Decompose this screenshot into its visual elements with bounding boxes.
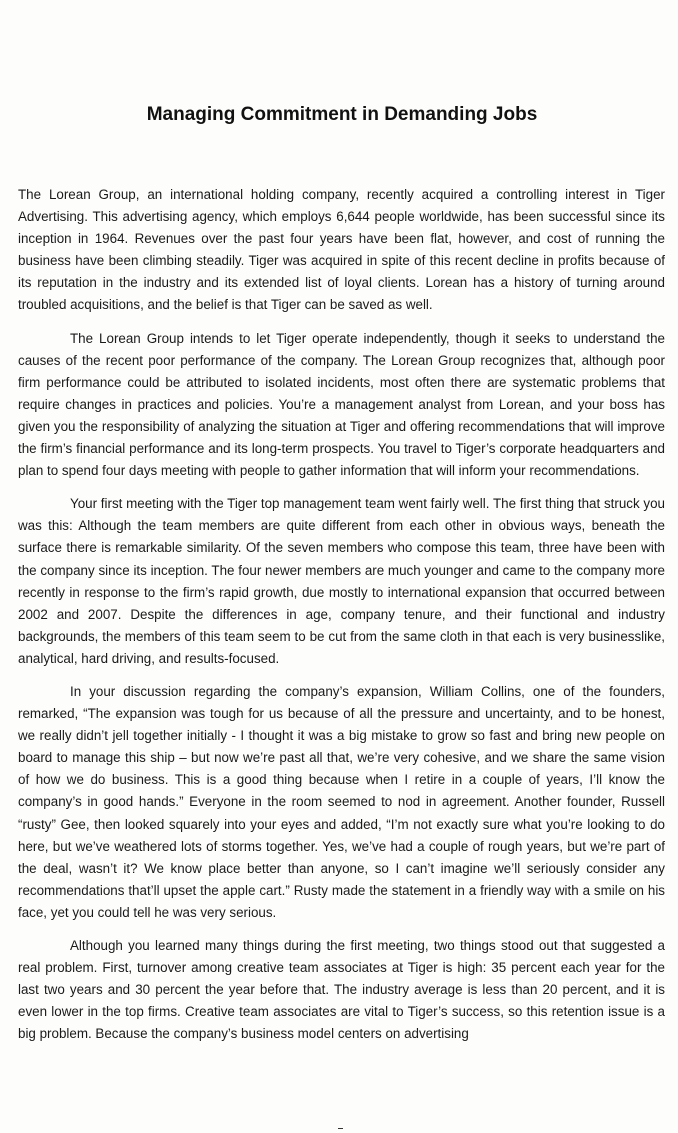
paragraph-4: In your discussion regarding the company’s expansion, William Collins, one of the founders, remarked, “The expansion was tough for us because of all the pressure and uncertainty, and to be honest, we really didn’t jell together initially - I thought it was a big mistake to grow so fast and bring new people on board to manage this ship – but now we’re past all that, we’re very cohesive, and we share the same vision of how we do business. This is a good thing because when I retire in a couple of years, I’ll know the company’s in good hands.” Everyone in the room seemed to nod in agreement. Another founder, Russell “rusty” Gee, then looked squarely into your eyes and added, “I’m not exactly sure what you’re looking to do here, but we’ve weathered lots of storms together. Yes, we’ve had a couple of rough years, but we’re part of the deal, wasn’t it? We know place better than anyone, so I can’t imagine we’ll seriously consider any recommendations that’ll upset the apple cart.” Rusty made the statement in a friendly way with a smile on his face, yet you could tell he was very serious. (18, 683, 665, 920)
paragraph-3: Your first meeting with the Tiger top management team went fairly well. The first thing that struck you was this: Although the team members are quite different from each other in obvious ways, beneath the surface there is remarkable similarity. Of the seven members who compose this team, three have been with the company since its inception. The four newer members are much younger and came to the company more recently in response to the firm’s rapid growth, due mostly to international expansion that occurred between 2002 and 2007. Despite the differences in age, company tenure, and their functional and industry backgrounds, the members of this team seem to be cut from the same cloth in that each is very businesslike, analytical, hard driving, and results-focused. (18, 496, 665, 666)
paragraph-5: Although you learned many things during the first meeting, two things stood out that suggested a real problem. First, turnover among creative team associates at Tiger is high: 35 percent each year for the last two years and 30 percent the year before that. The industry average is less than 20 percent, and it is even lower in the top firms. Creative team associates are vital to Tiger’s success, so this retention issue is a big problem. Because the company’s business model centers on advertising (18, 938, 665, 1042)
paragraph-2: The Lorean Group intends to let Tiger operate independently, though it seeks to understand the causes of the recent poor performance of the company. The Lorean Group recognizes that, although poor firm performance could be attributed to isolated incidents, most often there are systematic problems that require changes in practices and policies. You’re a management analyst from Lorean, and your boss has given you the responsibility of analyzing the situation at Tiger and offering recommendations that will improve the firm’s financial performance and its long-term prospects. You travel to Tiger’s corporate headquarters and plan to spend four days meeting with people to gather information that will inform your recommendations. (18, 330, 665, 479)
document-body (18, 184, 665, 1056)
page-footer-mark (338, 1128, 343, 1129)
paragraph-1: The Lorean Group, an international holding company, recently acquired a controlling interest in Tiger Advertising. This advertising agency, which employs 6,644 people worldwide, has been successful since its inception in 1964. Revenues over the past four years have been flat, however, and cost of running the business have been climbing steadily. Tiger was acquired in spite of this recent decline in profits because of its reputation in the industry and its extended list of loyal clients. Lorean has a history of turning around troubled acquisitions, and the belief is that Tiger can be saved as well. (18, 187, 665, 313)
page-title: Managing Commitment in Demanding Jobs (146, 104, 538, 125)
